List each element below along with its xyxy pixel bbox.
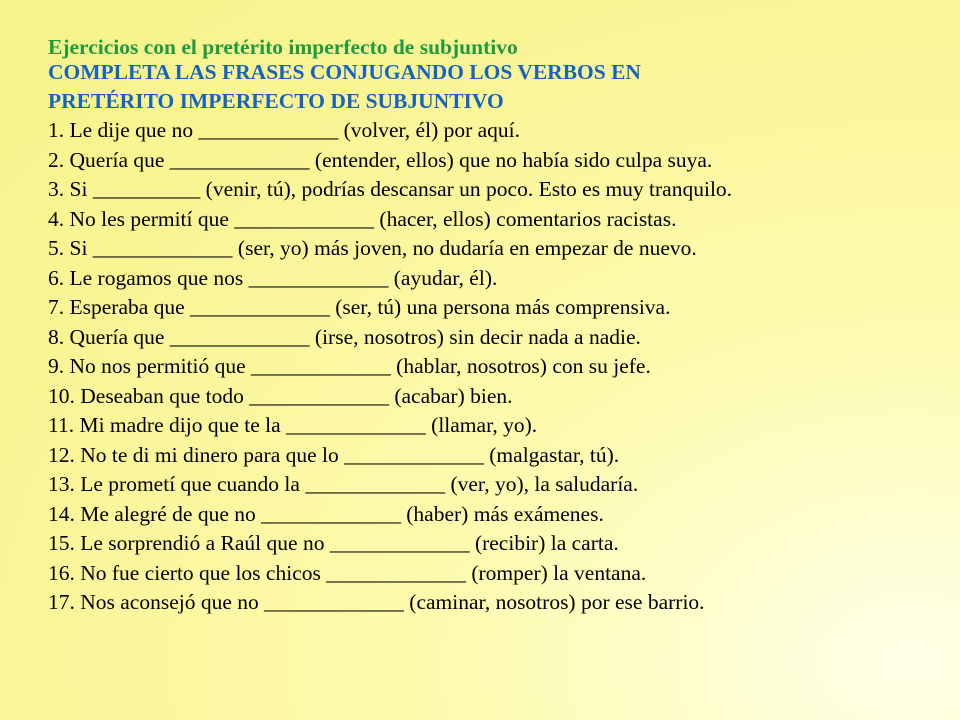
exercise-item-9: 9. No nos permitió que _____________ (hablar, nosotros) con su jefe.	[48, 354, 651, 378]
exercise-title: Ejercicios con el pretérito imperfecto de subjuntivo	[48, 35, 518, 59]
exercise-item-13: 13. Le prometí que cuando la _____________ (ver, yo), la saludaría.	[48, 472, 639, 496]
exercise-item-10: 10. Deseaban que todo _____________ (acabar) bien.	[48, 383, 513, 408]
exercise-item-3: 3. Si __________ (venir, tú), podrías descansar un poco. Esto es muy tranquilo.	[48, 177, 733, 201]
exercise-item-16: 16. No fue cierto que los chicos _____________ (romper) la ventana.	[48, 560, 647, 585]
exercise-item-12: 12. No te di mi dinero para que lo _____________ (malgastar, tú).	[48, 442, 620, 467]
exercise-item-6: 6. Le rogamos que nos _____________ (ayudar, él).	[48, 265, 498, 290]
exercise-item-17: 17. Nos aconsejó que no _____________ (caminar, nosotros) por ese barrio.	[48, 590, 705, 614]
exercise-item-2: 2. Quería que _____________ (entender, ellos) que no había sido culpa suya.	[48, 147, 713, 172]
exercise-list	[48, 116, 960, 618]
exercise-item-8: 8. Quería que _____________ (irse, nosotros) sin decir nada a nadie.	[48, 324, 641, 349]
instructions-line-2: PRETÉRITO IMPERFECTO DE SUBJUNTIVO	[48, 89, 504, 113]
exercise-item-15: 15. Le sorprendió a Raúl que no _____________ (recibir) la carta.	[48, 531, 619, 555]
exercise-item-4: 4. No les permití que _____________ (hacer, ellos) comentarios racistas.	[48, 206, 677, 231]
instructions-line-1: COMPLETA LAS FRASES CONJUGANDO LOS VERBOS EN	[48, 60, 641, 84]
exercise-item-7: 7. Esperaba que _____________ (ser, tú) una persona más comprensiva.	[48, 295, 671, 319]
exercise-item-14: 14. Me alegré de que no _____________ (haber) más exámenes.	[48, 501, 604, 526]
exercise-item-1: 1. Le dije que no _____________ (volver, él) por aquí.	[48, 118, 521, 142]
exercise-item-11: 11. Mi madre dijo que te la _____________ (llamar, yo).	[48, 413, 538, 437]
exercise-item-5: 5. Si _____________ (ser, yo) más joven, no dudaría en empezar de nuevo.	[48, 236, 697, 260]
